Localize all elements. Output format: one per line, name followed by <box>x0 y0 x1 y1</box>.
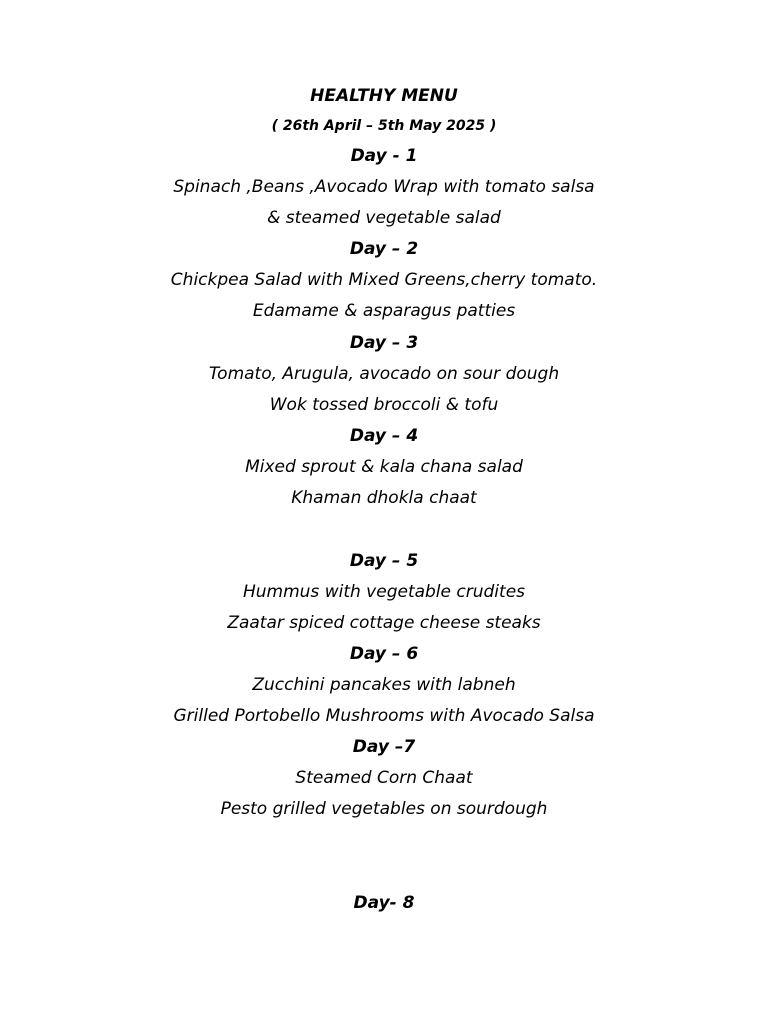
menu-date-range: ( 26th April – 5th May 2025 ) <box>271 118 497 134</box>
day-6-heading: Day – 6 <box>349 644 419 664</box>
day-8-heading: Day- 8 <box>353 893 415 913</box>
day-5-heading: Day – 5 <box>349 551 419 571</box>
day-4-item-1: Mixed sprout & kala chana salad <box>245 457 523 477</box>
day-2-item-2: Edamame & asparagus patties <box>252 301 516 321</box>
day-2-heading: Day – 2 <box>349 239 419 259</box>
day-7-item-1: Steamed Corn Chaat <box>295 768 473 788</box>
day-3-item-2: Wok tossed broccoli & tofu <box>269 395 499 415</box>
day-6-item-2: Grilled Portobello Mushrooms with Avocado Salsa <box>173 706 595 726</box>
day-1-heading: Day - 1 <box>350 146 418 166</box>
day-4-heading: Day – 4 <box>349 426 419 446</box>
day-6-item-1: Zucchini pancakes with labneh <box>252 675 516 695</box>
menu-title: HEALTHY MENU <box>310 86 458 106</box>
day-4-item-2: Khaman dhokla chaat <box>291 488 477 508</box>
day-5-item-2: Zaatar spiced cottage cheese steaks <box>227 613 541 633</box>
day-7-item-2: Pesto grilled vegetables on sourdough <box>220 799 548 819</box>
day-1-item-1: Spinach ,Beans ,Avocado Wrap with tomato salsa <box>173 177 595 197</box>
day-7-heading: Day –7 <box>352 737 416 757</box>
day-5-item-1: Hummus with vegetable crudites <box>242 582 526 602</box>
day-3-item-1: Tomato, Arugula, avocado on sour dough <box>208 364 560 384</box>
day-3-heading: Day – 3 <box>349 333 419 353</box>
day-1-item-2: & steamed vegetable salad <box>267 208 501 228</box>
day-2-item-1: Chickpea Salad with Mixed Greens,cherry tomato. <box>170 270 598 290</box>
